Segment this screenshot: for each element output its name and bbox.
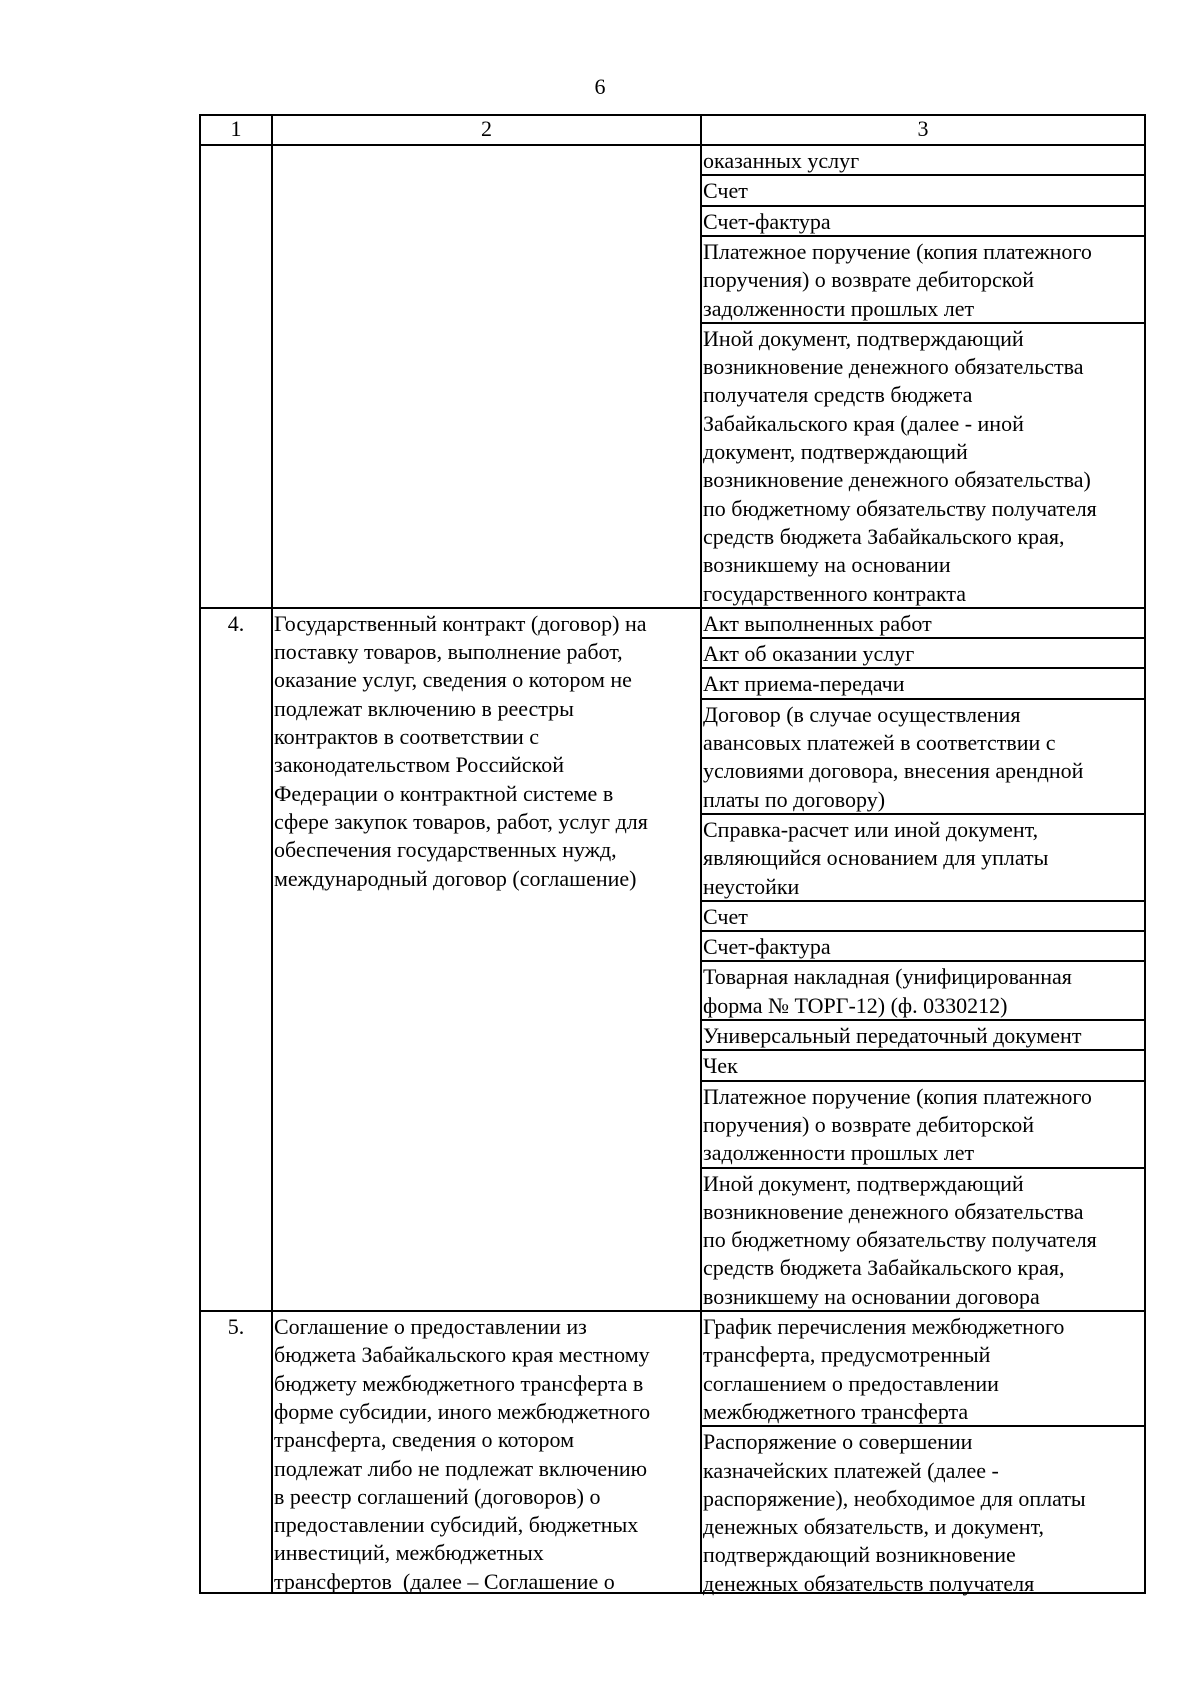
document-item-line: Платежное поручение (копия платежного (703, 1083, 1092, 1109)
document-item-line: Счет (703, 903, 748, 929)
basis-document-line: сфере закупок товаров, работ, услуг для (274, 808, 648, 834)
document-item-line: государственного контракта (703, 580, 967, 606)
document-item-line: межбюджетного трансферта (703, 1398, 969, 1424)
basis-document-line: бюджету межбюджетного трансферта в (274, 1370, 644, 1396)
row-divider (199, 1310, 1146, 1312)
document-item-line: по бюджетному обязательству получателя (703, 495, 1097, 521)
document-item-line: неустойки (703, 873, 800, 899)
document-item-line: средств бюджета Забайкальского края, (703, 523, 1065, 549)
page-number: 6 (594, 74, 606, 99)
document-item-line: Акт выполненных работ (703, 610, 932, 636)
document-table (199, 114, 1146, 1594)
basis-document-line: международный договор (соглашение) (274, 865, 637, 891)
document-item-line: трансферта, предусмотренный (703, 1342, 991, 1368)
document-divider (702, 698, 1146, 700)
document-item-line: распоряжение), необходимое для оплаты (703, 1485, 1086, 1511)
basis-document-line: Государственный контракт (договор) на (274, 610, 647, 636)
row-divider (199, 607, 1146, 609)
document-item-line: казначейских платежей (далее - (703, 1457, 999, 1483)
document-divider (702, 930, 1146, 932)
document-divider (702, 322, 1146, 324)
document-divider (702, 174, 1146, 176)
document-item-line: являющийся основанием для уплаты (703, 845, 1049, 871)
document-item-line: получателя средств бюджета (703, 382, 973, 408)
document-item-line: задолженности прошлых лет (703, 1140, 975, 1166)
document-item-line: Платежное поручение (копия платежного (703, 238, 1092, 264)
table-border-right (1144, 114, 1146, 1594)
document-item-line: задолженности прошлых лет (703, 295, 975, 321)
basis-document-line: обеспечения государственных нужд, (274, 837, 617, 863)
document-item-line: платы по договору) (703, 786, 886, 812)
document-item-line: возникновение денежного обязательства (703, 1198, 1084, 1224)
column-divider-2 (700, 114, 702, 1594)
document-item-line: Товарная накладная (унифицированная (703, 964, 1072, 990)
document-item-line: денежных обязательств, и документ, (703, 1514, 1045, 1540)
document-item-line: Счет-фактура (703, 934, 831, 960)
basis-document-line: подлежат включению в реестры (274, 695, 574, 721)
document-item-line: условиями договора, внесения арендной (703, 758, 1084, 784)
document-divider (702, 900, 1146, 902)
document-divider (702, 1019, 1146, 1021)
basis-document-line: поставку товаров, выполнение работ, (274, 639, 623, 665)
document-divider (702, 637, 1146, 639)
document-divider (702, 205, 1146, 207)
basis-document-line: Федерации о контрактной системе в (274, 780, 614, 806)
basis-document-line: форме субсидии, иного межбюджетного (274, 1398, 651, 1424)
document-divider (702, 235, 1146, 237)
basis-document-line: трансферта, сведения о котором (274, 1427, 575, 1453)
document-item-line: документ, подтверждающий (703, 439, 968, 464)
basis-document-line: предоставлении субсидий, бюджетных (274, 1512, 639, 1538)
header-divider (199, 144, 1146, 146)
document-item-line: возникшему на основании договора (703, 1283, 1040, 1309)
document-item-line: возникновение денежного обязательства) (703, 467, 1091, 493)
document-item-line: средств бюджета Забайкальского края, (703, 1255, 1065, 1281)
document-item-line: оказанных услуг (703, 148, 860, 173)
document-item-line: денежных обязательств получателя (703, 1570, 1035, 1596)
basis-document-line: бюджета Забайкальского края местному (274, 1342, 650, 1368)
document-item-line: Счет-фактура (703, 208, 831, 234)
basis-document-line: трансфертов (далее – Соглашение о (274, 1568, 615, 1594)
table-border-left (199, 114, 201, 1594)
document-item-line: форма № ТОРГ-12) (ф. 0330212) (703, 992, 1008, 1018)
column-header-3: 3 (917, 116, 929, 141)
document-divider (702, 1049, 1146, 1051)
document-item-line: по бюджетному обязательству получателя (703, 1227, 1097, 1253)
column-header-2: 2 (481, 116, 492, 141)
document-item-line: Акт об оказании услуг (703, 641, 915, 667)
document-item-line: Распоряжение о совершении (703, 1429, 973, 1455)
document-divider (702, 1425, 1146, 1427)
document-item-line: Универсальный передаточный документ (703, 1023, 1082, 1048)
document-item-line: соглашением о предоставлении (703, 1370, 999, 1396)
column-header-1: 1 (230, 116, 242, 141)
row-number: 4. (227, 610, 245, 636)
document-divider (702, 667, 1146, 669)
basis-document-line: законодательством Российской (274, 752, 564, 778)
document-item-line: График перечисления межбюджетного (703, 1314, 1065, 1339)
document-item-line: Счет (703, 178, 748, 204)
basis-document-line: Соглашение о предоставлении из (274, 1314, 587, 1339)
document-item-line: возникшему на основании (703, 552, 951, 578)
document-divider (702, 1167, 1146, 1169)
document-item-line: Чек (703, 1053, 738, 1079)
basis-document-line: оказание услуг, сведения о котором не (274, 667, 632, 693)
basis-document-line: подлежат либо не подлежат включению (274, 1455, 648, 1481)
document-item-line: поручения) о возврате дебиторской (703, 267, 1035, 293)
basis-document-line: контрактов в соответствии с (274, 724, 540, 749)
document-divider (702, 960, 1146, 962)
document-item-line: Забайкальского края (далее - иной (703, 410, 1024, 436)
document-divider (702, 813, 1146, 815)
document-item-line: Иной документ, подтверждающий (703, 1170, 1024, 1196)
column-divider-1 (271, 114, 273, 1594)
document-item-line: подтверждающий возникновение (703, 1542, 1016, 1568)
document-divider (702, 1080, 1146, 1082)
document-item-line: Иной документ, подтверждающий (703, 325, 1024, 351)
document-item-line: авансовых платежей в соответствии с (703, 730, 1056, 755)
document-item-line: Договор (в случае осуществления (703, 701, 1021, 727)
document-item-line: Справка-расчет или иной документ, (703, 816, 1039, 842)
document-item-line: поручения) о возврате дебиторской (703, 1111, 1035, 1137)
row-number: 5. (227, 1314, 245, 1339)
document-item-line: возникновение денежного обязательства (703, 354, 1084, 380)
basis-document-line: инвестиций, межбюджетных (274, 1540, 544, 1566)
basis-document-line: в реестр соглашений (договоров) о (274, 1483, 601, 1509)
document-item-line: Акт приема-передачи (703, 671, 905, 697)
